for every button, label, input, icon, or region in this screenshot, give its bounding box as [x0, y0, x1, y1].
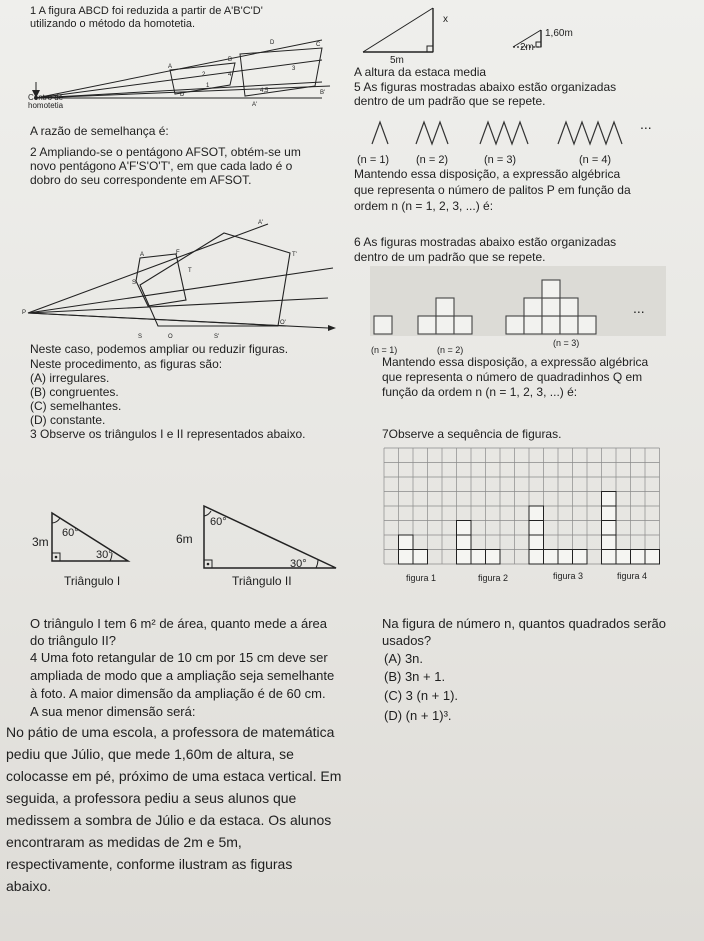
- center-label-2: homotetia: [28, 101, 64, 110]
- stake-text-line-4: seguida, a professora pediu a seus alunos que: [6, 790, 297, 806]
- q5-after1: Mantendo essa disposição, a expressão algébrica: [354, 167, 621, 181]
- stake-text-line-3: colocasse em pé, próximo de uma estaca vertical. Em: [6, 768, 342, 784]
- svg-text:B': B': [320, 90, 326, 96]
- q4-line4: A sua menor dimensão será:: [30, 704, 196, 719]
- q5-stage-label-3: (n = 3): [484, 154, 517, 166]
- center-label-1: Centro de: [28, 93, 64, 102]
- svg-text:D: D: [180, 92, 185, 98]
- figure-square: [529, 550, 544, 565]
- figure-square: [457, 521, 472, 536]
- q4-line3: à foto. A maior dimensão da ampliação é de 60 cm.: [30, 686, 326, 701]
- q7-option-b: (B) 3n + 1.: [384, 669, 446, 684]
- q6-after1: Mantendo essa disposição, a expressão algébrica: [382, 355, 649, 369]
- q2-line1: 2 Ampliando-se o pentágono AFSOT, obtém-se um: [30, 145, 301, 159]
- q7-figure-label-3: figura 3: [553, 571, 584, 581]
- q5-stage-label-4: (n = 4): [579, 154, 612, 166]
- q3-title: 3 Observe os triângulos I e II representados abaixo.: [30, 427, 306, 441]
- figure-square: [529, 506, 544, 521]
- figure-square: [558, 550, 573, 565]
- q7-question-1: Na figura de número n, quantos quadrados serão: [382, 616, 667, 631]
- q2-option-b: (B) congruentes.: [30, 385, 119, 399]
- q2-after1: Neste caso, podemos ampliar ou reduzir figuras.: [30, 342, 289, 356]
- figure-square: [631, 550, 646, 565]
- svg-text:T: T: [188, 268, 192, 274]
- q5-stage-label-2: (n = 2): [416, 154, 449, 166]
- q7-question-2: usados?: [382, 633, 432, 648]
- figure-square: [413, 550, 428, 565]
- q2-option-c: (C) semelhantes.: [30, 399, 122, 413]
- svg-text:3: 3: [292, 66, 296, 72]
- svg-text:S: S: [138, 334, 143, 340]
- q5-ellipsis: ...: [640, 116, 652, 132]
- svg-text:D: D: [270, 40, 275, 46]
- figure-square: [602, 550, 617, 565]
- q1-line1: 1 A figura ABCD foi reduzida a partir de A'B'C'D': [30, 5, 263, 17]
- svg-text:O: O: [168, 334, 173, 340]
- q7-option-d: (D) (n + 1)³.: [384, 708, 452, 723]
- stake-text-line-2: pediu que Júlio, que mede 1,60m de altura, se: [6, 746, 294, 762]
- figure-square: [457, 550, 472, 565]
- q7-figure-label-4: figura 4: [617, 571, 648, 581]
- q1-ratio-prompt: A razão de semelhança é:: [30, 124, 169, 138]
- q6-stage-label-1: (n = 1): [371, 345, 398, 355]
- svg-text:P: P: [22, 310, 27, 316]
- svg-text:S': S': [214, 334, 220, 340]
- figure-square: [399, 550, 414, 565]
- figure-square: [529, 535, 544, 550]
- pentagon-figure: [22, 188, 348, 340]
- q6-after3: função da ordem n (n = 1, 2, 3, ...) é:: [382, 385, 578, 399]
- stake-text-line-1: No pátio de uma escola, a professora de matemática: [6, 724, 335, 740]
- svg-text:1: 1: [206, 83, 210, 89]
- stake-text-line-6: encontraram as medidas de 2m e 5m,: [6, 834, 242, 850]
- svg-text:A': A': [258, 220, 264, 226]
- figure-square: [645, 550, 660, 565]
- q6-ellipsis: ...: [633, 300, 645, 316]
- stake-pole-shadow: 5m: [390, 55, 404, 66]
- q1-line2: utilizando o método da homotetia.: [30, 18, 196, 30]
- q3-question-2: do triângulo II?: [30, 633, 117, 648]
- q7-option-a: (A) 3n.: [384, 651, 424, 666]
- stake-person-shadow: 2m: [520, 42, 534, 53]
- figure-square: [544, 550, 559, 565]
- stake-text-line-7: respectivamente, conforme ilustram as figuras: [6, 856, 293, 872]
- q6-line1: 6 As figuras mostradas abaixo estão organizadas: [354, 235, 617, 249]
- q5-stage-label-1: (n = 1): [357, 154, 390, 166]
- figure-square: [529, 521, 544, 536]
- q2-line2: novo pentágono A'F'S'O'T', em que cada lado é o: [30, 159, 293, 173]
- svg-text:B: B: [228, 57, 233, 63]
- q5-line1: 5 As figuras mostradas abaixo estão organizadas: [354, 80, 617, 94]
- q6-stage-label-2: (n = 2): [437, 345, 464, 355]
- q4-line1: 4 Uma foto retangular de 10 cm por 15 cm deve ser: [30, 650, 328, 665]
- square-grid-sequence: [384, 448, 674, 588]
- q2-line3: dobro do seu correspondente em AFSOT.: [30, 173, 252, 187]
- triangle-2: [198, 500, 348, 575]
- q5-after3: ordem n (n = 1, 2, 3, ...) é:: [354, 199, 494, 213]
- tri2-side: 6m: [176, 532, 193, 546]
- tri2-angle-top: 60°: [210, 516, 227, 528]
- square-staircase-pattern: [366, 266, 666, 336]
- q3-question-1: O triângulo I tem 6 m² de área, quanto mede a área: [30, 616, 328, 631]
- stake-text-line-5: medissem a sombra de Júlio e da estaca. Os alunos: [6, 812, 332, 828]
- svg-text:A': A': [252, 102, 258, 108]
- q5-line2: dentro de um padrão que se repete.: [354, 94, 546, 108]
- tri1-angle-bottom: 30°: [96, 549, 113, 561]
- q7-title: 7Observe a sequência de figuras.: [382, 427, 562, 441]
- svg-text:C: C: [316, 42, 321, 48]
- stake-person-height: 1,60m: [545, 28, 573, 39]
- q7-figure-label-2: figura 2: [478, 573, 509, 583]
- tri2-label: Triângulo II: [232, 574, 292, 588]
- svg-text:S: S: [132, 280, 137, 286]
- figure-square: [602, 521, 617, 536]
- figure-square: [602, 492, 617, 507]
- stake-text-line-8: abaixo.: [6, 878, 52, 894]
- figure-square: [486, 550, 501, 565]
- tri1-label: Triângulo I: [64, 574, 121, 588]
- svg-text:A: A: [140, 252, 145, 258]
- tri2-angle-bottom: 30°: [290, 558, 307, 570]
- q2-after2: Neste procedimento, as figuras são:: [30, 357, 223, 371]
- figure-square: [602, 506, 617, 521]
- svg-text:O': O': [280, 320, 286, 326]
- svg-text:F: F: [176, 250, 180, 256]
- figure-square: [471, 550, 486, 565]
- q4-line2: ampliada de modo que a ampliação seja semelhante: [30, 668, 335, 683]
- stake-prompt: A altura da estaca media: [354, 65, 487, 79]
- tri1-side: 3m: [32, 535, 49, 549]
- matchstick-pattern: [360, 112, 660, 152]
- q5-after2: que representa o número de palitos P em função da: [354, 183, 631, 197]
- homothety-figure: [30, 30, 350, 125]
- q6-after2: que representa o número de quadradinhos Q em: [382, 370, 643, 384]
- figure-square: [573, 550, 588, 565]
- q2-option-d: (D) constante.: [30, 413, 106, 427]
- q2-option-a: (A) irregulares.: [30, 371, 110, 385]
- tri1-angle-top: 60°: [62, 527, 79, 539]
- q7-figure-label-1: figura 1: [406, 573, 437, 583]
- q6-line2: dentro de um padrão que se repete.: [354, 250, 546, 264]
- svg-text:T': T': [292, 252, 297, 258]
- figure-square: [602, 535, 617, 550]
- svg-text:4,5: 4,5: [260, 88, 269, 94]
- figure-square: [457, 535, 472, 550]
- q6-stage-label-3: (n = 3): [553, 338, 580, 348]
- stake-x-label: x: [443, 14, 448, 25]
- q7-option-c: (C) 3 (n + 1).: [384, 688, 459, 703]
- svg-text:A: A: [168, 64, 173, 70]
- figure-square: [616, 550, 631, 565]
- svg-text:4: 4: [228, 72, 232, 78]
- figure-square: [399, 535, 414, 550]
- svg-text:2: 2: [202, 72, 206, 78]
